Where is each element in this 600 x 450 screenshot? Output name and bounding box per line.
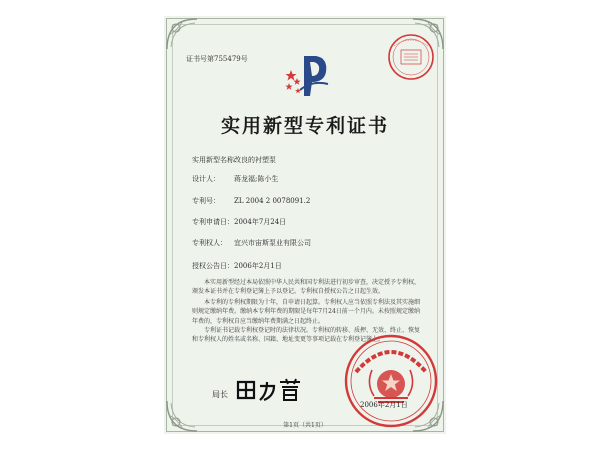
certificate-number: 证书号第755479号 <box>186 55 248 63</box>
body-paragraph-2: 本专利的专利权期限为十年，自申请日起算。专利权人应当依照专利法及其实施细则规定缴纳年费。缴纳本专利年费的期限是每年7月24日前一个月内。未按照规定缴纳年费的，专利权自应当缴纳年费期满之日起终止。 <box>192 299 421 325</box>
field-label: 实用新型名称： <box>192 156 241 164</box>
field-value: 2004年7月24日 <box>234 218 287 226</box>
issue-date: 2006年2月1日 <box>360 401 408 409</box>
field-value: 2006年2月1日 <box>234 262 282 270</box>
field-patentee <box>192 238 311 248</box>
patent-office-emblem-icon <box>282 50 334 102</box>
field-grant-date <box>192 261 282 271</box>
field-application-date <box>192 217 286 227</box>
field-label: 授权公告日： <box>192 262 234 270</box>
certificate-title: 实用新型专利证书 <box>220 115 389 137</box>
director-label: 局长 <box>212 390 228 399</box>
corner-ornament-icon <box>165 17 199 51</box>
field-utility-model-name <box>192 155 276 165</box>
field-value: 改良的衬塑泵 <box>234 156 276 164</box>
certificate-page <box>164 16 446 434</box>
director-signature-icon <box>234 376 306 404</box>
official-red-seal-icon <box>342 332 440 430</box>
page-indicator: 第1页（共1页） <box>283 422 327 429</box>
field-value: 蒋龙福;陈小生 <box>234 175 279 183</box>
field-label: 专利号： <box>192 197 220 205</box>
field-label: 专利申请日： <box>192 218 234 226</box>
body-paragraph-3: 专利证书记载专利权登记时的法律状况。专利权的转移、质押、无效、终止、恢复和专利权人的姓名或名称、国籍、地址变更等事项记载在专利登记簿上。 <box>192 327 421 344</box>
field-value: 宜兴市宙斯泵业有限公司 <box>234 239 311 247</box>
field-label: 设计人： <box>192 175 220 183</box>
field-value: ZL 2004 2 0078091.2 <box>234 197 311 205</box>
body-paragraph-1: 本实用新型经过本局依照中华人民共和国专利法进行初步审查，决定授予专利权，颁发本证书并在专利登记簿上予以登记。专利权自授权公告之日起生效。 <box>192 279 421 296</box>
top-red-stamp-icon <box>386 32 436 82</box>
field-designer <box>192 174 278 184</box>
field-patent-number <box>192 196 310 206</box>
field-label: 专利权人： <box>192 239 227 247</box>
